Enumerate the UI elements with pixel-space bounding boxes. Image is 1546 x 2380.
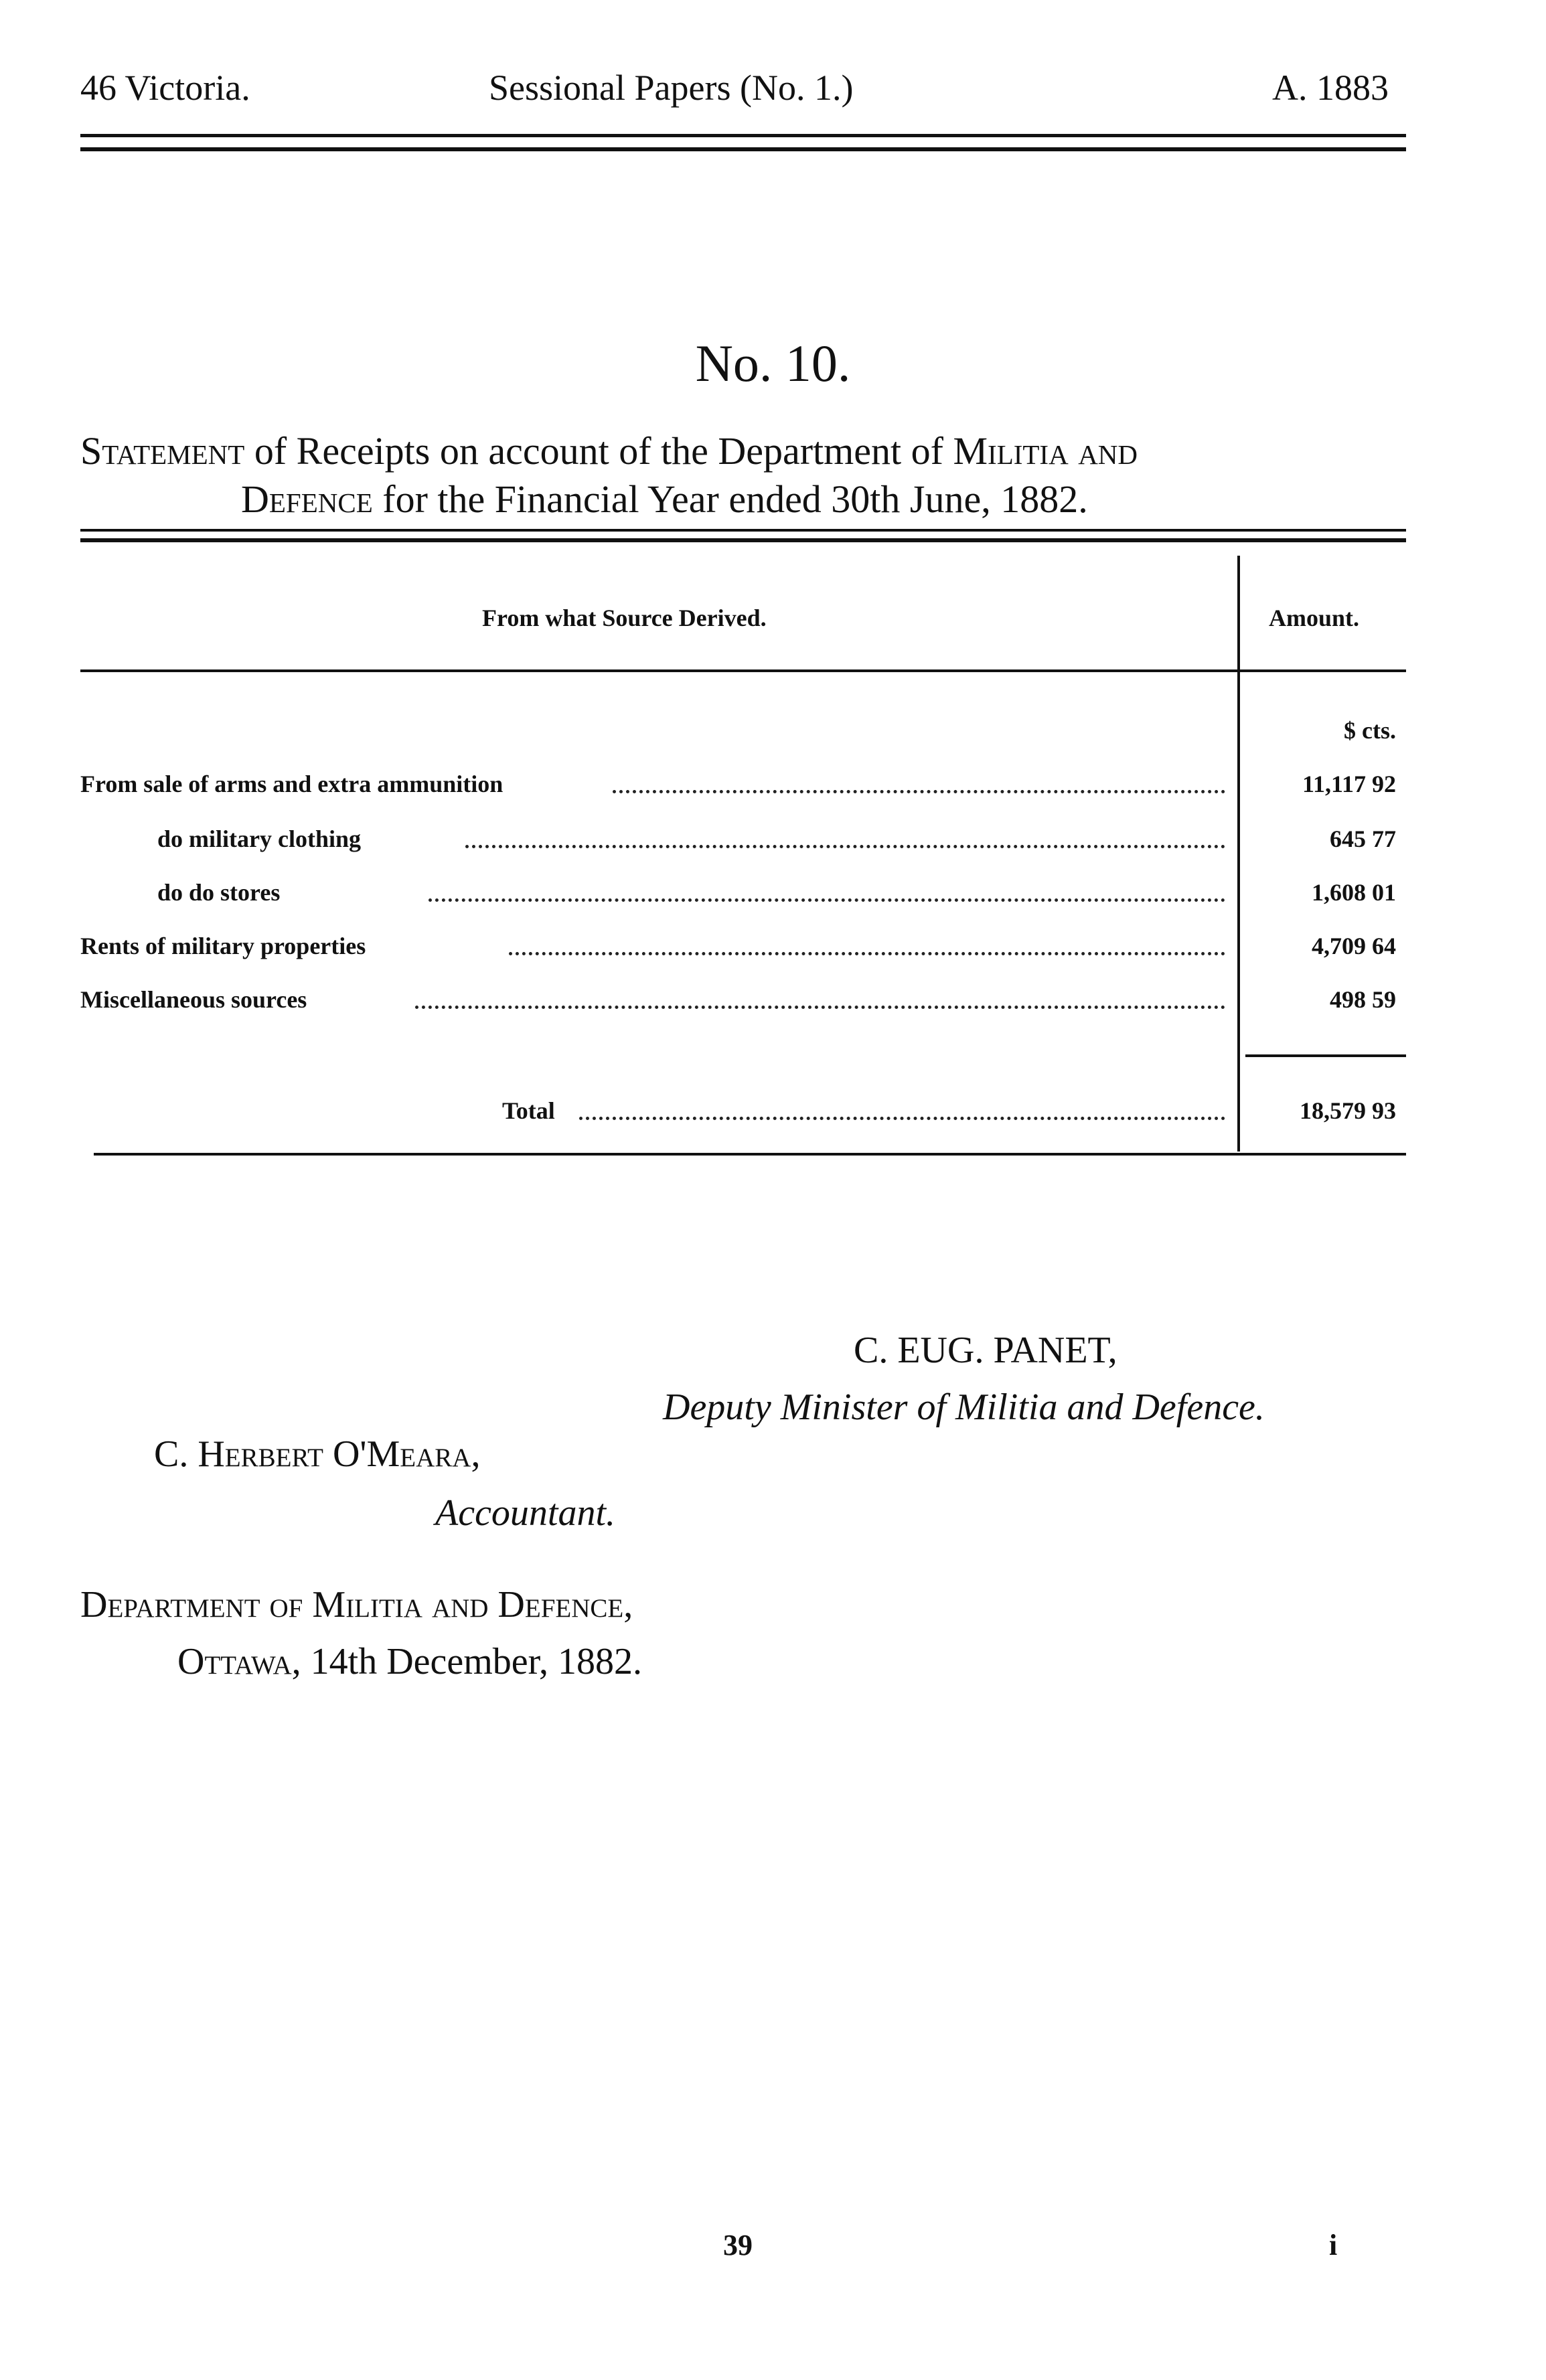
statement-line-2: [241, 469, 1088, 530]
amount-column-divider: [1237, 556, 1240, 1152]
signature-mark: i: [1329, 2229, 1338, 2262]
table-bottom-rule: [94, 1153, 1406, 1156]
total-amount: 18,579 93: [1300, 1097, 1396, 1124]
column-header-source: From what Source Derived.: [482, 605, 767, 631]
column-header-amount: Amount.: [1269, 605, 1360, 631]
row-amount: 4,709 64: [1312, 933, 1396, 959]
header-rule-thin: [80, 134, 1406, 137]
leader-dots: [415, 1006, 1225, 1009]
row-label: Rents of military properties: [80, 933, 366, 959]
currency-units: $ cts.: [1344, 717, 1396, 744]
header-volume: 46 Victoria.: [80, 68, 250, 108]
header-year: A. 1883: [1272, 68, 1389, 108]
leader-dots: [613, 790, 1225, 793]
row-label: Miscellaneous sources: [80, 986, 307, 1013]
row-label: do do stores: [157, 879, 281, 906]
statement-tail: for the Financial Year ended 30th June, 1882.: [372, 477, 1088, 521]
title-rule-thick: [80, 538, 1406, 542]
accountant-name: C. Herbert O'Meara,: [154, 1433, 481, 1475]
row-amount: 11,117 92: [1302, 771, 1396, 797]
table-header-rule: [80, 669, 1406, 672]
department-address: Department of Militia and Defence,: [80, 1584, 633, 1625]
accountant-title: Accountant.: [435, 1492, 616, 1534]
row-label: do military clothing: [157, 825, 361, 852]
city-name: Ottawa: [177, 1641, 292, 1682]
leader-dots: [509, 952, 1225, 955]
total-sum-rule: [1245, 1054, 1406, 1057]
header-rule-thick: [80, 147, 1406, 151]
leader-dots: [465, 845, 1225, 848]
total-label: Total: [502, 1097, 555, 1124]
document-number: No. 10.: [695, 334, 851, 392]
leader-dots: [429, 898, 1225, 902]
statement-militia: Militia and: [953, 429, 1138, 473]
statement-defence: Defence: [241, 477, 373, 521]
page-number: 39: [723, 2229, 753, 2262]
deputy-minister-title: Deputy Minister of Militia and Defence.: [663, 1386, 1265, 1428]
row-amount: 498 59: [1330, 986, 1396, 1013]
row-label: From sale of arms and extra ammunition: [80, 771, 504, 797]
deputy-minister-name: C. EUG. PANET,: [854, 1330, 1117, 1371]
row-amount: 1,608 01: [1312, 879, 1396, 906]
header-title: Sessional Papers (No. 1.): [489, 68, 854, 108]
row-amount: 645 77: [1330, 825, 1396, 852]
place-date: [177, 1640, 642, 1683]
leader-dots: [579, 1117, 1225, 1120]
letter-date: , 14th December, 1882.: [291, 1641, 643, 1682]
statement-mid: of Receipts on account of the Department of: [244, 429, 953, 473]
statement-lead: Statement: [80, 429, 245, 473]
title-rule-thin: [80, 529, 1406, 532]
